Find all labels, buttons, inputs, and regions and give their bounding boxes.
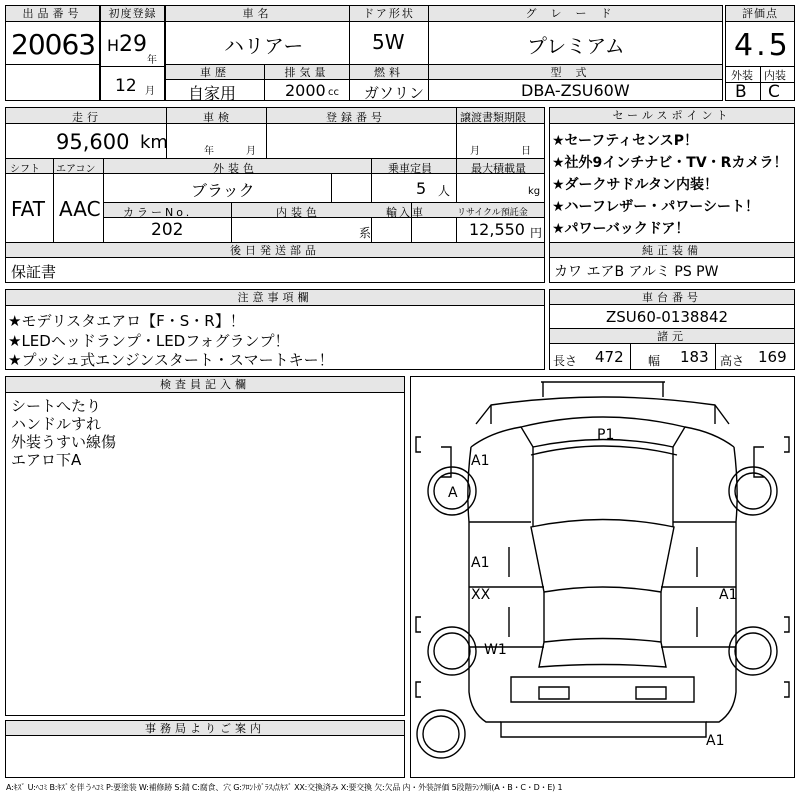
- grade-label: グレード: [429, 6, 722, 22]
- fuel-label: 燃料: [350, 65, 428, 80]
- notes-box: [5, 289, 545, 370]
- door-box: [349, 5, 429, 65]
- history-box: [165, 64, 265, 101]
- height-label: 高さ: [720, 354, 745, 368]
- chassis-label: 車台番号: [550, 290, 794, 305]
- sales-point: ★セーフティセンスP！: [552, 133, 699, 149]
- model-label: 型式: [429, 65, 722, 80]
- displacement-label: 排気量: [265, 65, 349, 80]
- aircon: AAC: [59, 197, 101, 221]
- score-label: 評価点: [726, 6, 794, 22]
- sales-point: ★社外9インチナビ・TV・Rカメラ！: [552, 155, 788, 171]
- max-load-label: 最大積載量: [471, 162, 526, 175]
- car-name-label: 車名: [166, 6, 349, 22]
- ext-score: B: [735, 82, 747, 102]
- car-outline: [411, 377, 794, 777]
- shift-label: シフト: [10, 164, 40, 175]
- first-reg-era: H: [107, 36, 120, 55]
- exterior-color: ブラック: [191, 181, 255, 200]
- width: 183: [680, 348, 709, 366]
- max-load-unit: kg: [528, 186, 541, 197]
- exterior-color-label: 外装色: [213, 162, 258, 175]
- lot-number: 20063: [11, 28, 96, 61]
- recycle-unit: 円: [530, 226, 543, 240]
- mileage-unit: km: [140, 132, 168, 153]
- model-box: [428, 64, 723, 101]
- first-reg-label: 初度登録: [101, 6, 164, 22]
- damage-a-wheel: A: [448, 485, 458, 501]
- shift: FAT: [11, 197, 46, 221]
- length: 472: [595, 348, 624, 366]
- score-value: 4.5: [734, 28, 791, 63]
- inspector-line: シートへたり: [11, 397, 102, 415]
- grade: プレミアム: [527, 34, 625, 58]
- office-label: 事務局よりご案内: [6, 721, 404, 736]
- transfer-day-unit: 日: [521, 146, 531, 157]
- sales-point: ★ハーフレザー・パワーシート！: [552, 199, 760, 215]
- lot-box: [5, 5, 100, 101]
- damage-a1-front-door: A1: [471, 555, 490, 571]
- fuel: ガソリン: [364, 84, 425, 102]
- equipment-label: 純正装備: [550, 243, 794, 258]
- inspector-label: 検査員記入欄: [6, 377, 404, 393]
- history: 自家用: [188, 84, 237, 103]
- registration-label: 登録番号: [326, 111, 386, 124]
- equipment: カワ エアB アルミ PS PW: [554, 264, 719, 280]
- note: ★モデリスタエアロ【F・S・R】！: [8, 312, 245, 330]
- capacity-unit: 人: [438, 184, 451, 198]
- sales-points-box: [549, 107, 795, 283]
- score-box: [725, 5, 795, 101]
- color-no: 202: [151, 220, 184, 240]
- damage-a1-right-rear: A1: [719, 587, 738, 603]
- interior-color-label: 内装色: [276, 206, 321, 219]
- door-label: ドア形状: [350, 6, 428, 22]
- car-name-box: [165, 5, 350, 65]
- int-label: 内装: [764, 69, 786, 82]
- door-type: 5W: [372, 30, 405, 54]
- damage-a1-front-left: A1: [471, 453, 490, 469]
- interior-color-unit: 系: [359, 226, 372, 240]
- inspector-line: エアロ下A: [11, 451, 82, 469]
- chassis-box: [549, 289, 795, 370]
- fuel-box: [349, 64, 429, 101]
- mileage: 95,600: [56, 130, 130, 154]
- first-reg-year: 29: [119, 32, 147, 57]
- inspector-line: ハンドルすれ: [11, 415, 102, 433]
- notes-label: 注意事項欄: [6, 290, 544, 306]
- office-box: [5, 720, 405, 778]
- spec-block: [5, 107, 545, 283]
- car-name: ハリアー: [224, 34, 304, 58]
- legend: A:ｷｽﾞ U:ﾍｺﾐ B:ｷｽﾞを伴うﾍｺﾐ P:要塗装 W:補修跡 S:錆 C:腐食、穴 G:ﾌﾛﾝﾄｶﾞﾗｽ点ｷｽﾞ XX:交換済み X:要交換 欠:欠品 内・外装評価 5段階ﾗﾝｸ順(A・B・C・D・E) 1: [6, 783, 563, 792]
- damage-p1: P1: [597, 427, 615, 443]
- inspector-box: [5, 376, 405, 716]
- inspection-year-unit: 年: [204, 146, 214, 157]
- damage-xx-rear-door: XX: [471, 587, 491, 603]
- damage-w1-rear-wheel: W1: [484, 642, 507, 658]
- length-label: 長さ: [553, 354, 578, 368]
- recycle: 12,550: [469, 220, 525, 239]
- aircon-label: エアコン: [56, 164, 96, 175]
- recycle-label: リサイクル預託金: [457, 208, 528, 218]
- ext-label: 外装: [731, 69, 753, 82]
- dims-label: 諸元: [550, 329, 794, 344]
- displacement: 2000: [285, 81, 326, 100]
- int-score: C: [768, 82, 780, 102]
- later-parts-label: 後日発送部品: [6, 243, 544, 258]
- height: 169: [758, 348, 787, 366]
- model: DBA-ZSU60W: [521, 81, 630, 100]
- car-diagram: [410, 376, 795, 778]
- transfer-month-unit: 月: [470, 146, 480, 157]
- displacement-unit: cc: [328, 87, 339, 98]
- chassis-number: ZSU60-0138842: [606, 308, 729, 326]
- damage-a1-rear: A1: [706, 733, 725, 749]
- first-reg-month-unit: 月: [145, 86, 155, 97]
- color-no-label: カラーNo.: [123, 206, 193, 219]
- first-reg-year-unit: 年: [147, 55, 157, 66]
- inspection-month-unit: 月: [246, 146, 256, 157]
- lot-label: 出品番号: [6, 6, 99, 22]
- note: ★LEDヘッドランプ・LEDフォグランプ！: [8, 332, 290, 350]
- grade-box: [428, 5, 723, 65]
- displacement-box: [264, 64, 350, 101]
- first-registration-box: [100, 5, 165, 101]
- later-parts: 保証書: [11, 263, 57, 281]
- transfer-label: 譲渡書類期限: [460, 111, 526, 124]
- capacity: 5: [416, 179, 427, 198]
- mileage-label: 走行: [72, 111, 102, 124]
- sales-point: ★パワーバックドア！: [552, 221, 690, 237]
- history-label: 車歴: [166, 65, 264, 80]
- import-label: 輸入車: [386, 206, 425, 219]
- width-label: 幅: [648, 354, 661, 368]
- capacity-label: 乗車定員: [388, 162, 432, 175]
- sales-point: ★ダークサドルタン内装！: [552, 177, 718, 193]
- first-reg-month: 12: [115, 76, 137, 96]
- inspector-line: 外装うすい線傷: [11, 433, 117, 451]
- sales-points-label: セールスポイント: [550, 108, 794, 124]
- inspection-label: 車検: [203, 111, 233, 124]
- note: ★プッシュ式エンジンスタート・スマートキー！: [8, 351, 334, 369]
